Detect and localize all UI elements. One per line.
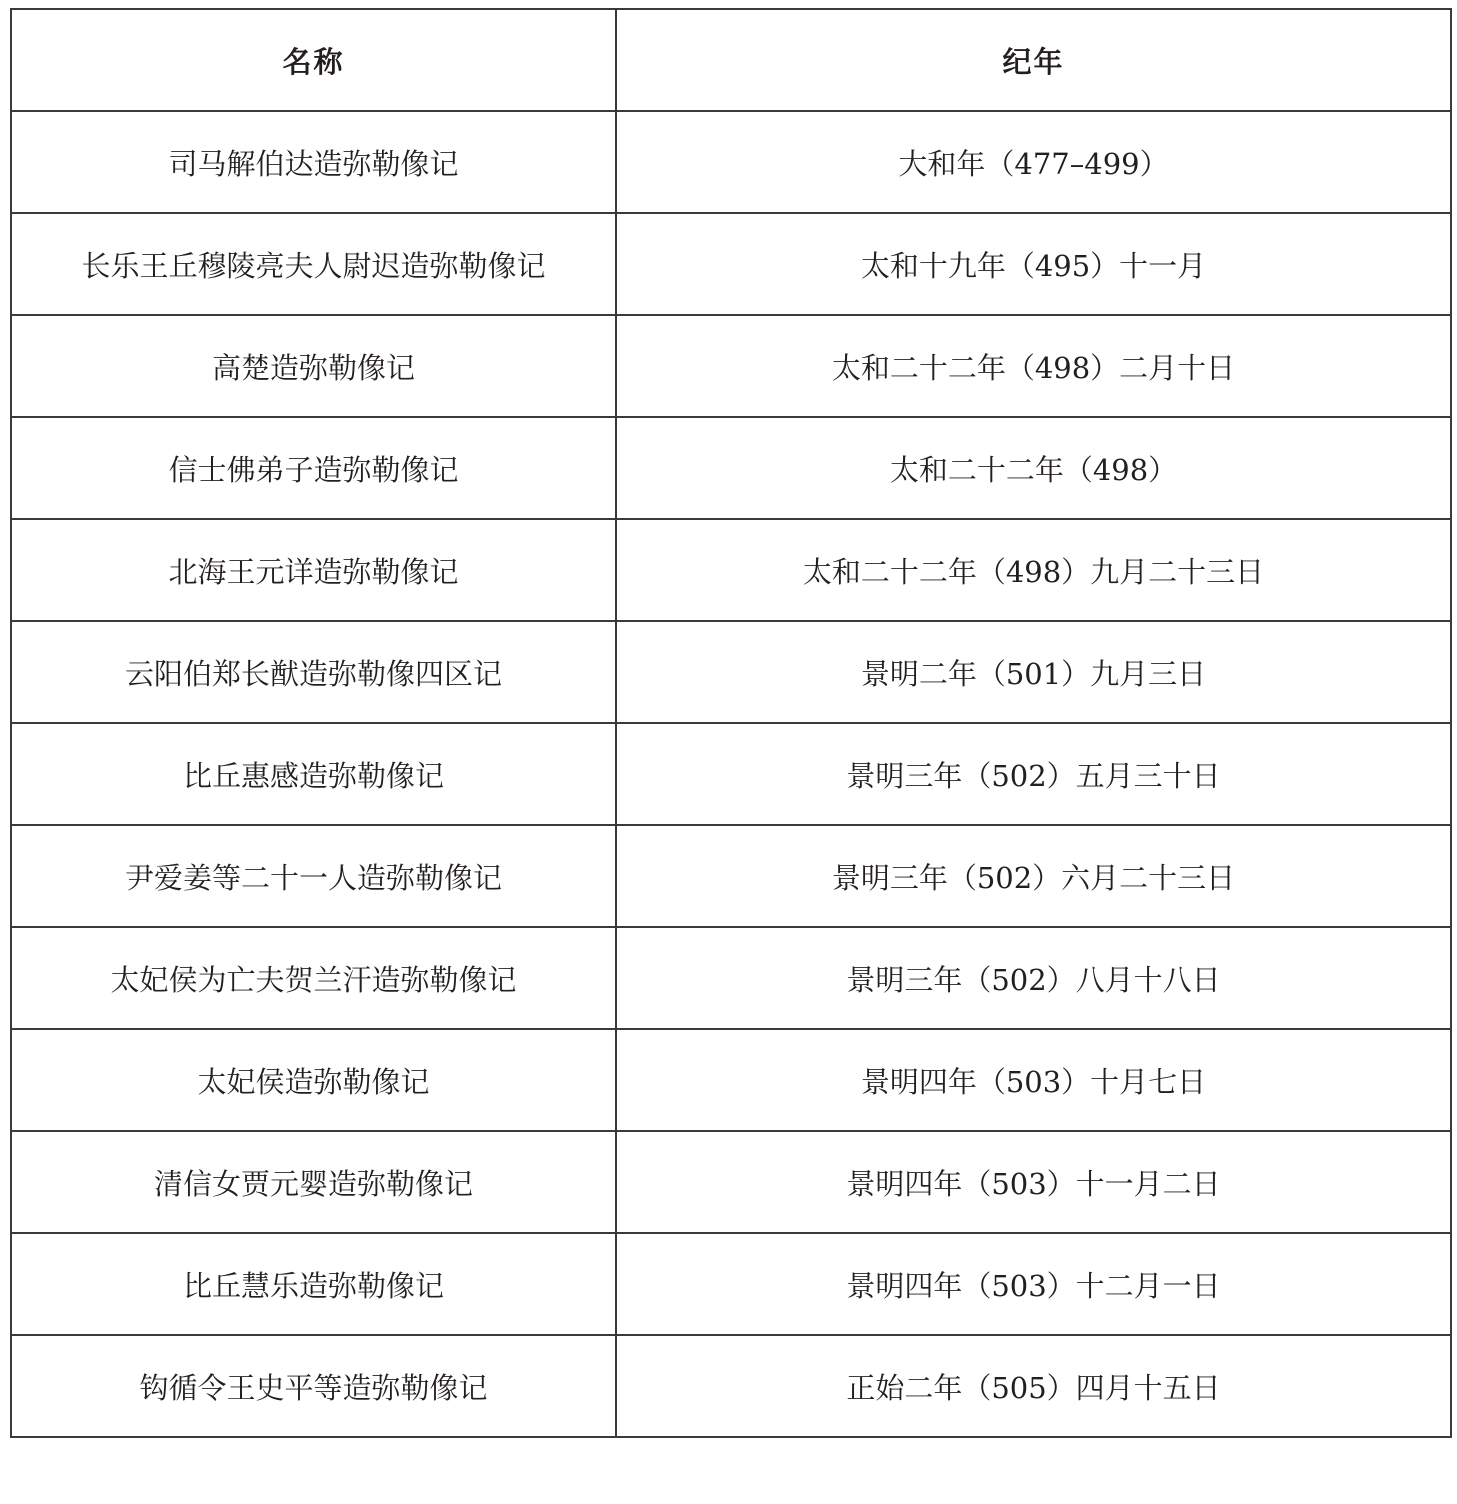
cell-name: 太妃侯为亡夫贺兰汗造弥勒像记 [11,927,616,1029]
cell-date: 太和二十二年（498）九月二十三日 [616,519,1451,621]
cell-date: 景明三年（502）六月二十三日 [616,825,1451,927]
cell-name: 云阳伯郑长猷造弥勒像四区记 [11,621,616,723]
inscription-table [10,8,1452,1438]
table-row [11,417,1451,519]
cell-name: 司马解伯达造弥勒像记 [11,111,616,213]
cell-date: 景明二年（501）九月三日 [616,621,1451,723]
table-row [11,927,1451,1029]
cell-date: 景明四年（503）十一月二日 [616,1131,1451,1233]
cell-date: 景明三年（502）八月十八日 [616,927,1451,1029]
cell-date: 太和十九年（495）十一月 [616,213,1451,315]
cell-date: 景明三年（502）五月三十日 [616,723,1451,825]
header-date: 纪年 [616,9,1451,111]
cell-name: 太妃侯造弥勒像记 [11,1029,616,1131]
cell-name: 钩循令王史平等造弥勒像记 [11,1335,616,1437]
table-row [11,1131,1451,1233]
header-row [11,9,1451,111]
table-row [11,825,1451,927]
table-row [11,213,1451,315]
cell-date: 太和二十二年（498） [616,417,1451,519]
table-row [11,519,1451,621]
cell-date: 景明四年（503）十二月一日 [616,1233,1451,1335]
cell-name: 尹爱姜等二十一人造弥勒像记 [11,825,616,927]
table-header [11,9,1451,111]
table-row [11,621,1451,723]
table-row [11,315,1451,417]
cell-name: 长乐王丘穆陵亮夫人尉迟造弥勒像记 [11,213,616,315]
cell-name: 比丘慧乐造弥勒像记 [11,1233,616,1335]
cell-date: 景明四年（503）十月七日 [616,1029,1451,1131]
table-row [11,111,1451,213]
cell-name: 比丘惠感造弥勒像记 [11,723,616,825]
table-row [11,1335,1451,1437]
cell-date: 太和二十二年（498）二月十日 [616,315,1451,417]
cell-date: 大和年（477–499） [616,111,1451,213]
cell-name: 信士佛弟子造弥勒像记 [11,417,616,519]
table-row [11,723,1451,825]
cell-name: 清信女贾元婴造弥勒像记 [11,1131,616,1233]
cell-name: 高楚造弥勒像记 [11,315,616,417]
table-row [11,1233,1451,1335]
cell-date: 正始二年（505）四月十五日 [616,1335,1451,1437]
header-name: 名称 [11,9,616,111]
table-body [11,111,1451,1437]
cell-name: 北海王元详造弥勒像记 [11,519,616,621]
table-row [11,1029,1451,1131]
